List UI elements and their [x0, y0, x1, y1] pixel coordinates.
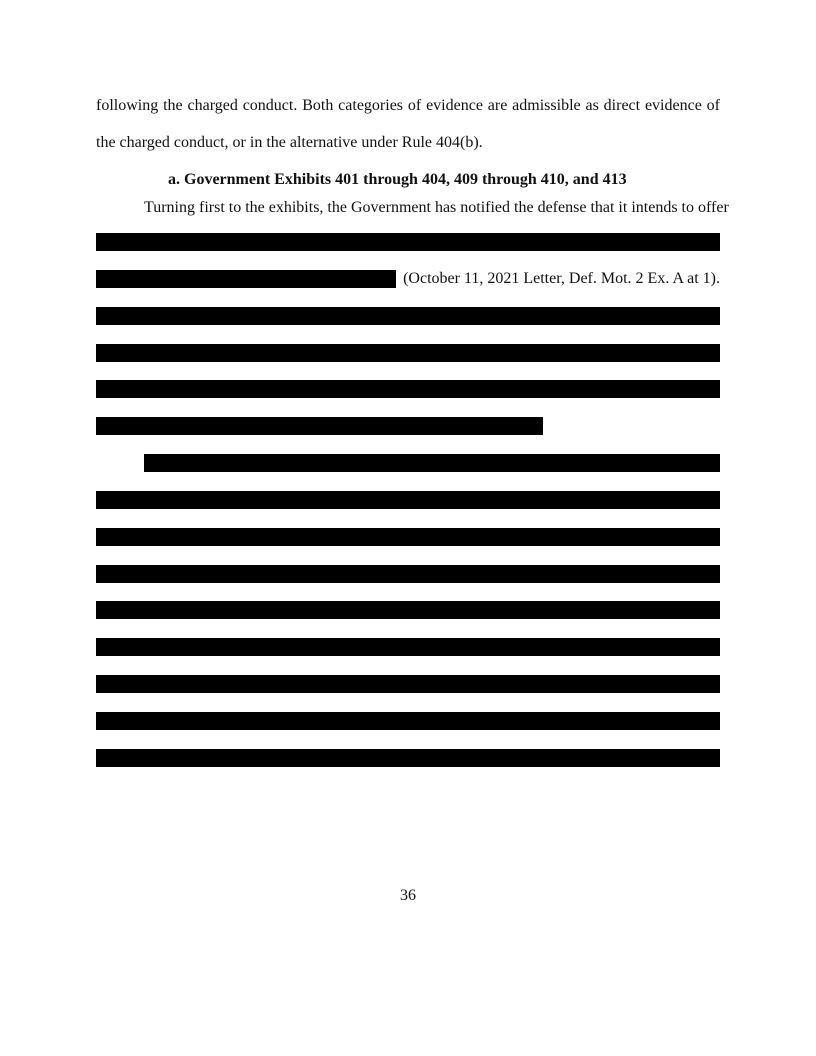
redaction-bar [96, 233, 720, 251]
redaction-bar [96, 712, 720, 730]
redaction-bar [96, 749, 720, 767]
section-heading: a. Government Exhibits 401 through 404, 409 through 410, and 413 [168, 171, 627, 188]
redaction-bar [96, 380, 720, 398]
redaction-bar [96, 307, 720, 325]
page-number: 36 [400, 887, 416, 904]
redaction-bar [96, 528, 720, 546]
redaction-bar [96, 565, 720, 583]
paragraph-line: following the charged conduct. Both categories of evidence are admissible as direct evidence of [96, 97, 720, 114]
redaction-bar [144, 454, 720, 472]
redaction-bar [96, 344, 720, 362]
redaction-bar [96, 675, 720, 693]
redaction-bar [96, 270, 396, 288]
redaction-bar [96, 417, 543, 435]
citation: (October 11, 2021 Letter, Def. Mot. 2 Ex. A at 1). [403, 270, 720, 287]
paragraph-line: the charged conduct, or in the alternative under Rule 404(b). [96, 134, 483, 151]
redaction-bar [96, 601, 720, 619]
redaction-bar [96, 638, 720, 656]
redaction-bar [96, 491, 720, 509]
paragraph-line: Turning first to the exhibits, the Government has notified the defense that it intends to offer [144, 199, 729, 216]
